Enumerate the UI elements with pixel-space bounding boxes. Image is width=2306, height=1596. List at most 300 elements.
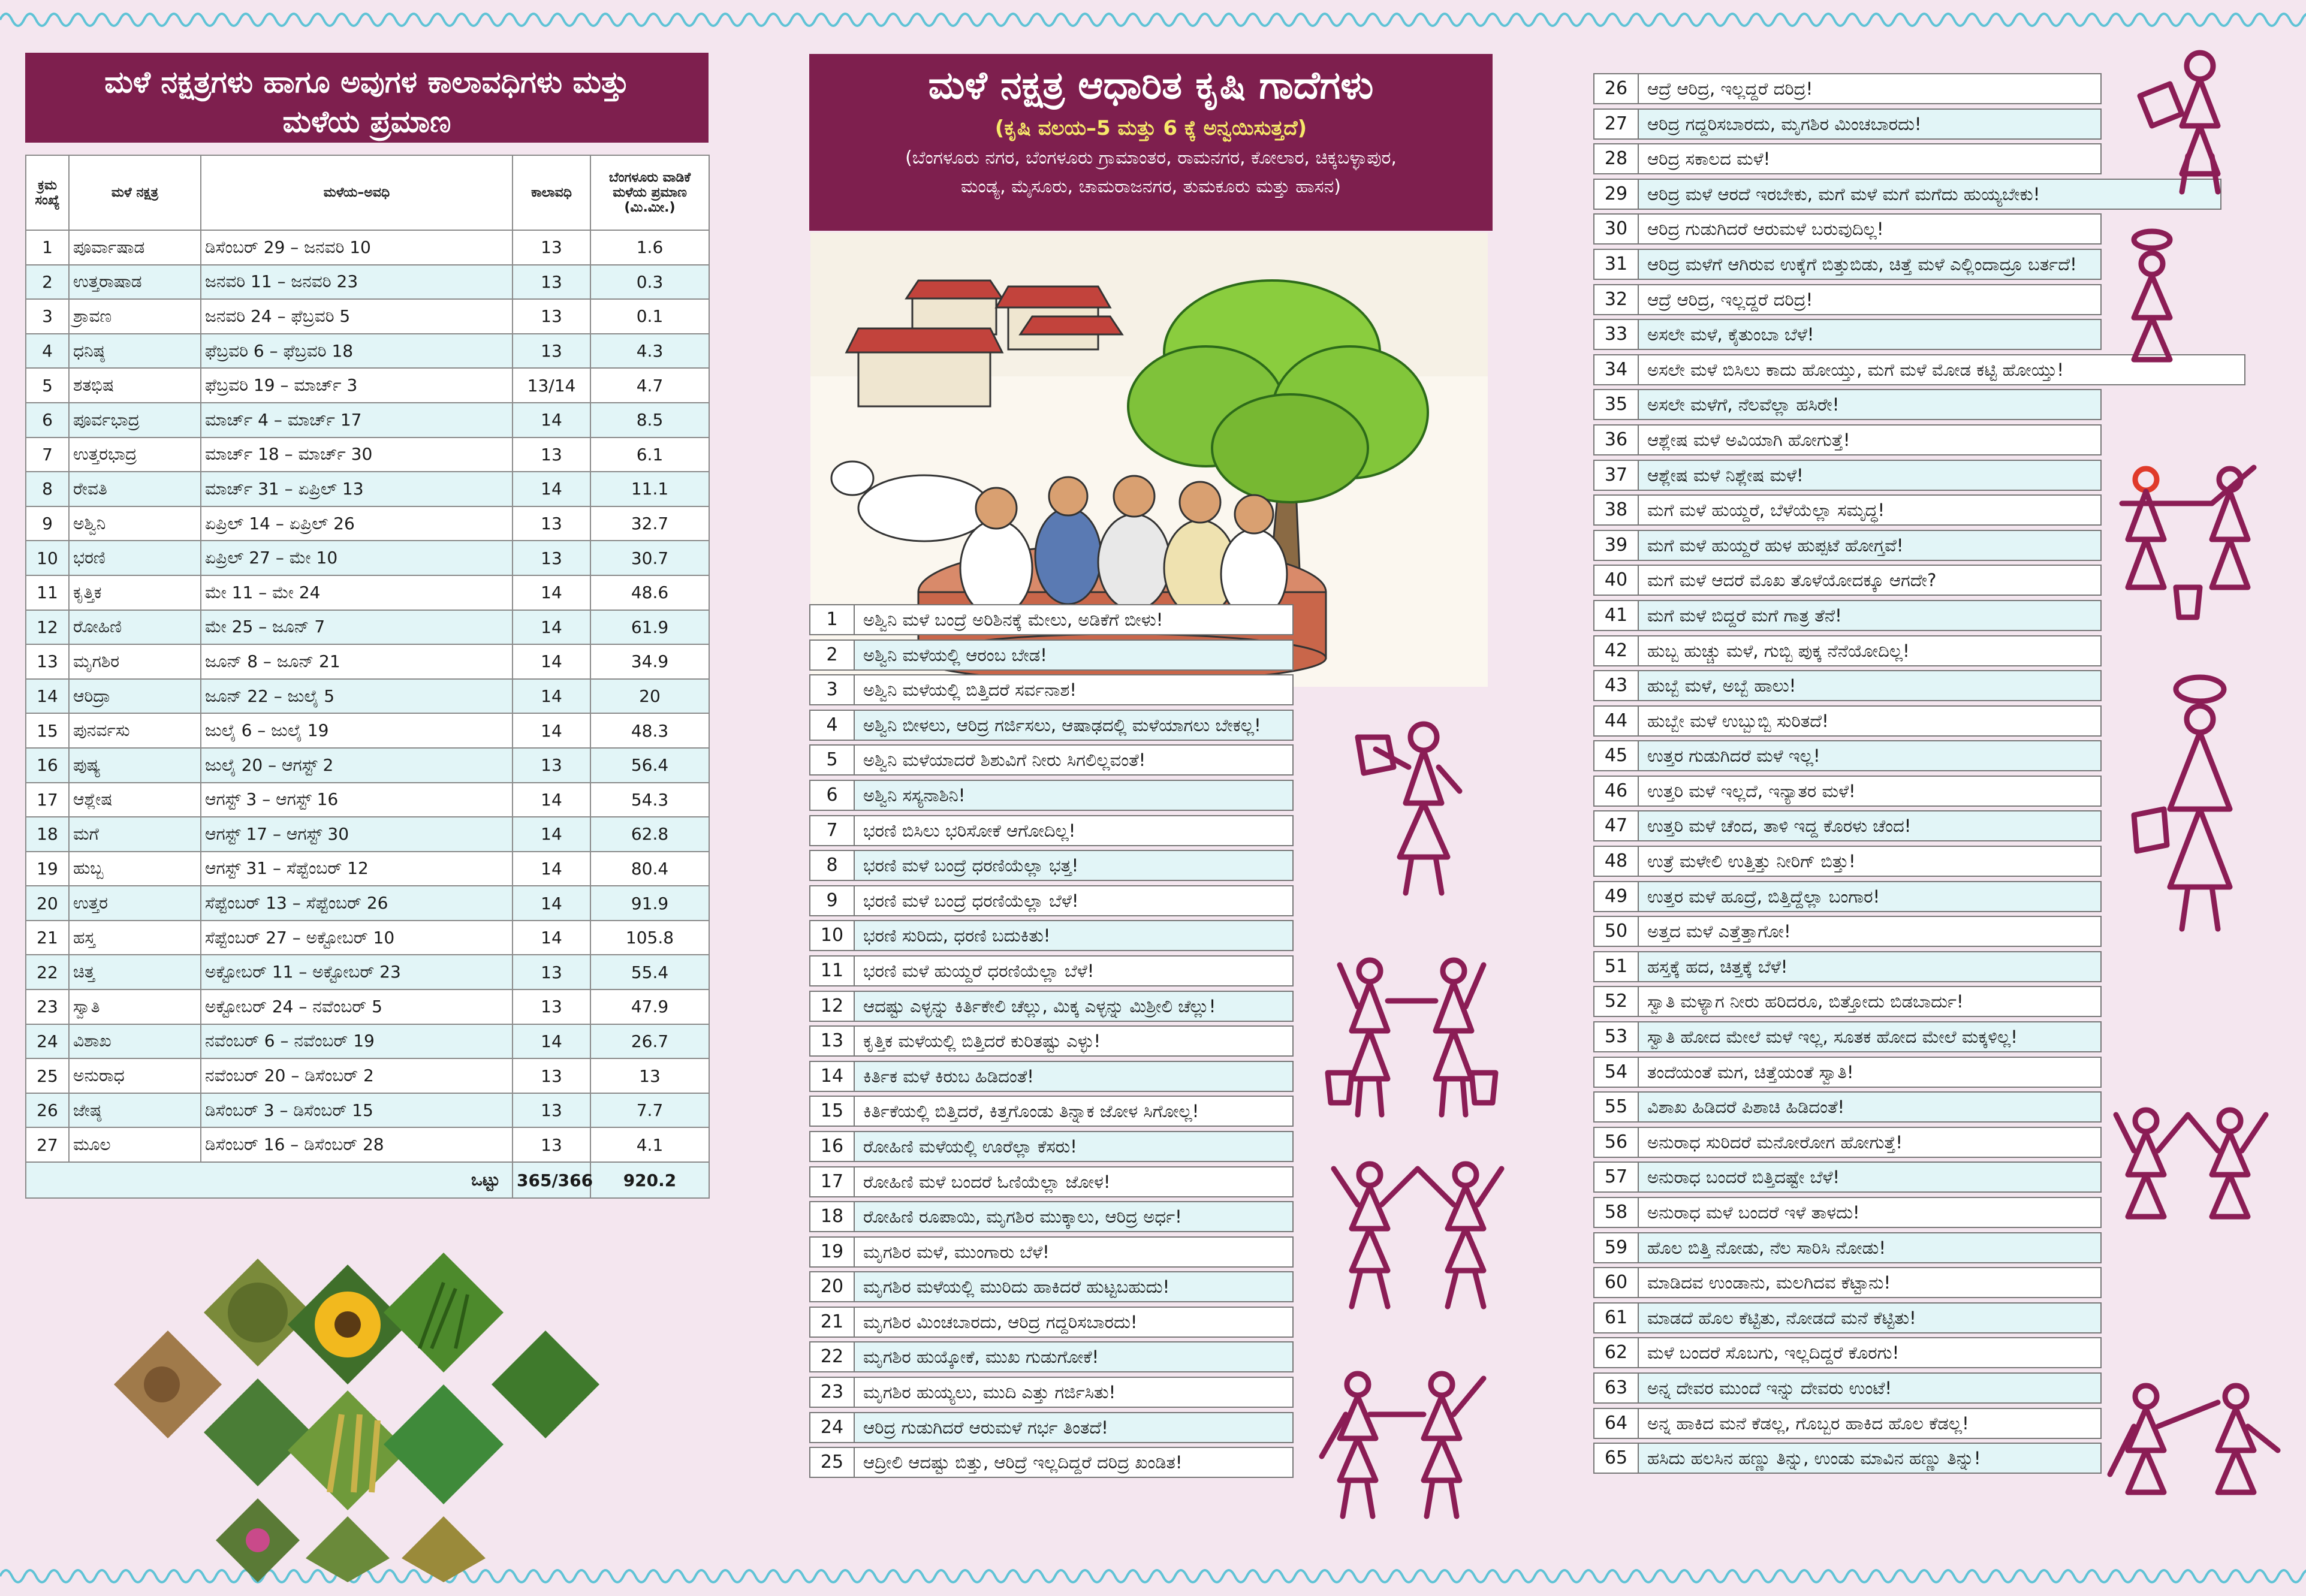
warli-couple-icon	[1328, 960, 1496, 1115]
proverb-number: 40	[1593, 565, 1639, 596]
row-star: ಮೂಲ	[69, 1127, 201, 1162]
warli-woman-icon	[1358, 724, 1460, 893]
table-row	[26, 438, 709, 472]
crop-photo-sunflower	[288, 1265, 408, 1384]
proverb-text: ಅನ್ನ ದೇವರ ಮುಂದೆ ಇನ್ನು ದೇವರು ಉಂಟೆ!	[1639, 1372, 2102, 1404]
proverb-text: ಆರಿದ್ರ ಸಕಾಲದ ಮಳೆ!	[1639, 143, 2102, 174]
proverb-number: 47	[1593, 810, 1639, 841]
row-star: ಶತಭಿಷ	[69, 368, 201, 403]
row-serial: 20	[26, 886, 69, 921]
warli-farmers-icon	[1322, 1374, 1484, 1516]
proverb-text: ಅನುರಾಧ ಸುರಿದರೆ ಮನೋರೋಗ ಹೋಗುತ್ತೆ!	[1639, 1127, 2102, 1158]
crop-photo-sugarcane	[384, 1384, 504, 1504]
proverbs-title: ಮಳೆ ನಕ್ಷತ್ರ ಆಧಾರಿತ ಕೃಷಿ ಗಾದೆಗಳು	[928, 64, 1374, 108]
row-period: ಸೆಪ್ಟೆಂಬರ್ 27 – ಅಕ್ಟೋಬರ್ 10	[201, 921, 513, 955]
row-serial: 11	[26, 575, 69, 610]
row-serial: 23	[26, 989, 69, 1024]
proverb-number: 7	[809, 815, 855, 846]
proverb-item	[809, 955, 1349, 991]
row-duration: 14	[513, 852, 590, 886]
row-period: ಸೆಪ್ಟೆಂಬರ್ 13 – ಸೆಪ್ಟೆಂಬರ್ 26	[201, 886, 513, 921]
proverb-text: ಅಸಲೇ ಮಳೆ ಬಿಸಿಲು ಕಾದು ಹೋಯ್ತು, ಮಗೆ ಮಳೆ ಮೋಡ ಕಟ್ಟಿ ಹೋಯ್ತು!	[1639, 354, 2245, 385]
header-serial: ಕ್ರಮ ಸಂಖ್ಯೆ	[26, 155, 69, 230]
row-rainfall: 56.4	[590, 748, 709, 783]
proverb-text: ಆರಿದ್ರ ಗುಡುಗಿದರೆ ಆರುಮಳೆ ಗರ್ಭ ತಿಂತದೆ!	[855, 1412, 1294, 1443]
proverb-text: ಹುಬ್ಬ ಹುಚ್ಚು ಮಳೆ, ಗುಬ್ಬಿ ಪುಕ್ಕ ನೆನೆಯೋದಿಲ್ಲ!	[1639, 635, 2102, 666]
row-star: ಉತ್ತರಭಾದ್ರ	[69, 438, 201, 472]
proverb-text: ಅಶ್ವಿನಿ ಮಳೆಯಾದರೆ ಶಿಶುವಿಗೆ ನೀರು ಸಿಗಲಿಲ್ಲವಂತೆ!	[855, 744, 1294, 776]
row-duration: 13	[513, 1093, 590, 1128]
rain-stars-table-title	[25, 53, 709, 143]
warli-figures-right	[2098, 42, 2302, 1564]
proverb-number: 27	[1593, 108, 1639, 140]
proverb-number: 64	[1593, 1408, 1639, 1439]
table-row	[26, 506, 709, 541]
warli-workers-icon	[2110, 1386, 2278, 1492]
table-row	[26, 334, 709, 369]
row-period: ಆಗಸ್ಟ್ 3 – ಆಗಸ್ಟ್ 16	[201, 783, 513, 817]
proverb-number: 56	[1593, 1127, 1639, 1158]
row-serial: 2	[26, 265, 69, 300]
table-row	[26, 610, 709, 645]
proverb-text: ಅನುರಾಧ ಮಳೆ ಬಂದರೆ ಇಳೆ ತಾಳದು!	[1639, 1197, 2102, 1228]
row-rainfall: 34.9	[590, 644, 709, 679]
row-duration: 14	[513, 783, 590, 817]
proverb-number: 54	[1593, 1057, 1639, 1088]
table-row	[26, 541, 709, 575]
proverb-text: ಉತ್ತರ ಮಳೆ ಹೂದ್ರೆ, ಬಿತ್ತಿದ್ದೆಲ್ಲಾ ಬಂಗಾರ!	[1639, 881, 2102, 912]
row-period: ಜೂನ್ 22 – ಜುಲೈ 5	[201, 679, 513, 714]
proverb-number: 62	[1593, 1337, 1639, 1368]
row-serial: 15	[26, 713, 69, 748]
row-rainfall: 105.8	[590, 921, 709, 955]
table-row	[26, 265, 709, 300]
table-row	[26, 575, 709, 610]
proverb-number: 55	[1593, 1091, 1639, 1123]
row-serial: 17	[26, 783, 69, 817]
row-duration: 13	[513, 334, 590, 369]
row-period: ಜೂನ್ 8 – ಜೂನ್ 21	[201, 644, 513, 679]
row-duration: 14	[513, 713, 590, 748]
proverb-item	[809, 1166, 1349, 1202]
proverb-item	[809, 1096, 1349, 1131]
proverb-number: 21	[809, 1307, 855, 1338]
proverb-number: 48	[1593, 846, 1639, 877]
table-row	[26, 783, 709, 817]
proverb-text: ಹಸ್ತಕ್ಕೆ ಹದ, ಚಿತ್ತಕ್ಕೆ ಬೆಳೆ!	[1639, 951, 2102, 982]
row-star: ಶ್ರಾವಣ	[69, 299, 201, 334]
row-period: ಜನವರಿ 11 – ಜನವರಿ 23	[201, 265, 513, 300]
top-wave-border	[0, 5, 2306, 35]
proverbs-title-box	[809, 54, 1493, 231]
proverb-text: ಹುಬ್ಬೇ ಮಳೆ ಉಬ್ಬುಬ್ಬಿ ಸುರಿತದೆ!	[1639, 705, 2102, 737]
warli-figures-middle	[1304, 713, 1556, 1540]
row-rainfall: 26.7	[590, 1024, 709, 1059]
row-period: ಮೇ 25 – ಜೂನ್ 7	[201, 610, 513, 645]
proverb-number: 38	[1593, 494, 1639, 526]
proverb-number: 11	[809, 955, 855, 986]
header-period: ಮಳೆಯ–ಅವಧಿ	[201, 155, 513, 230]
proverb-text: ವಿಶಾಖ ಹಿಡಿದರೆ ಪಿಶಾಚಿ ಹಿಡಿದಂತೆ!	[1639, 1091, 2102, 1123]
header-star: ಮಳೆ ನಕ್ಷತ್ರ	[69, 155, 201, 230]
proverb-number: 3	[809, 674, 855, 705]
row-period: ಮಾರ್ಚ್ 31 – ಏಪ್ರಿಲ್ 13	[201, 472, 513, 506]
row-rainfall: 91.9	[590, 886, 709, 921]
proverb-item	[809, 815, 1349, 850]
row-period: ಆಗಸ್ಟ್ 31 – ಸೆಪ್ಟೆಂಬರ್ 12	[201, 852, 513, 886]
proverb-number: 34	[1593, 354, 1639, 385]
row-star: ಹುಬ್ಬ	[69, 852, 201, 886]
proverb-text: ಕಿರ್ತಿಕ ಮಳೆ ಕಿರುಬ ಹಿಡಿದಂತೆ!	[855, 1061, 1294, 1092]
row-rainfall: 30.7	[590, 541, 709, 575]
proverb-text: ಆದ್ರೀಲಿ ಆದಷ್ಟು ಬಿತ್ತು, ಆರಿದ್ರೆ ಇಲ್ಲದಿದ್ದರೆ ದರಿದ್ರ ಖಂಡಿತ!	[855, 1447, 1294, 1478]
proverb-text: ಮೃಗಶಿರ ಮಳೆ, ಮುಂಗಾರು ಬೆಳೆ!	[855, 1236, 1294, 1268]
crop-photo-millet	[204, 1259, 312, 1366]
table-row	[26, 1024, 709, 1059]
row-duration: 14	[513, 817, 590, 852]
row-star: ಪುನರ್ವಸು	[69, 713, 201, 748]
proverb-text: ಆಶ್ಲೇಷ ಮಳೆ ನಿಶ್ಲೇಷ ಮಳೆ!	[1639, 460, 2102, 491]
total-label: ಒಟ್ಟು	[26, 1162, 513, 1198]
proverb-number: 18	[809, 1201, 855, 1232]
proverb-item	[809, 1131, 1349, 1166]
row-star: ಉತ್ತರ	[69, 886, 201, 921]
row-star: ಹಸ್ತ	[69, 921, 201, 955]
proverbs-districts-line1: (ಬೆಂಗಳೂರು ನಗರ, ಬೆಂಗಳೂರು ಗ್ರಾಮಾಂತರ, ರಾಮನಗರ, ಕೋಲಾರ, ಚಿಕ್ಕಬಳ್ಳಾಪುರ,	[905, 147, 1397, 168]
proverb-text: ಆರಿದ್ರ ಮಳೆಗೆ ಆಗಿರುವ ಉಕ್ಕೆಗೆ ಬಿತ್ತುಬಿಡು, ಚಿತ್ತೆ ಮಳೆ ಎಲ್ಲಿಂದಾದ್ರೂ ಬರ್ತದೆ!	[1639, 249, 2102, 280]
proverb-text: ಉತ್ರೆ ಮಳೇಲಿ ಉತ್ತಿತ್ತು ನೀರಿಗ್ ಬಿತ್ತು!	[1639, 846, 2102, 877]
row-serial: 16	[26, 748, 69, 783]
table-body	[26, 230, 709, 1162]
rain-stars-title-line2: ಮಳೆಯ ಪ್ರಮಾಣ	[282, 104, 451, 139]
header-duration: ಕಾಲಾವಧಿ	[513, 155, 590, 230]
proverb-item	[809, 639, 1349, 675]
row-period: ಆಗಸ್ಟ್ 17 – ಆಗಸ್ಟ್ 30	[201, 817, 513, 852]
proverb-text: ಅಶ್ವಿನಿ ಮಳೆಯಲ್ಲಿ ಬಿತ್ತಿದರೆ ಸರ್ವನಾಶ!	[855, 674, 1294, 705]
row-period: ಮೇ 11 – ಮೇ 24	[201, 575, 513, 610]
proverb-number: 28	[1593, 143, 1639, 174]
row-serial: 26	[26, 1093, 69, 1128]
proverb-number: 35	[1593, 389, 1639, 420]
row-serial: 8	[26, 472, 69, 506]
row-duration: 13	[513, 1127, 590, 1162]
proverb-text: ಆರಿದ್ರ ಮಳೆ ಆರದೆ ಇರಬೇಕು, ಮಗೆ ಮಳೆ ಮಗೆ ಮಗೆದು ಹುಯ್ಯಬೇಕು!	[1639, 179, 2221, 210]
row-period: ಏಪ್ರಿಲ್ 14 – ಏಪ್ರಿಲ್ 26	[201, 506, 513, 541]
row-period: ಮಾರ್ಚ್ 18 – ಮಾರ್ಚ್ 30	[201, 438, 513, 472]
crop-photo-ragi	[402, 1516, 486, 1582]
row-star: ವಿಶಾಖ	[69, 1024, 201, 1059]
row-rainfall: 4.7	[590, 368, 709, 403]
total-rainfall: 920.2	[590, 1162, 709, 1198]
proverb-number: 14	[809, 1061, 855, 1092]
proverb-text: ಅಶ್ವಿನಿ ಮಳೆಯಲ್ಲಿ ಆರಂಬ ಬೇಡ!	[855, 639, 1294, 671]
proverb-number: 42	[1593, 635, 1639, 666]
proverb-text: ಭರಣಿ ಮಳೆ ಹುಯ್ದರೆ ಧರಣಿಯೆಲ್ಲಾ ಬೆಳೆ!	[855, 955, 1294, 986]
row-period: ಮಾರ್ಚ್ 4 – ಮಾರ್ಚ್ 17	[201, 403, 513, 438]
proverb-number: 29	[1593, 179, 1639, 210]
proverb-text: ಮೃಗಶಿರ ಮಳೆಯಲ್ಲಿ ಮುರಿದು ಹಾಕಿದರೆ ಹುಟ್ಟಬಹುದು!	[855, 1271, 1294, 1302]
proverb-number: 50	[1593, 916, 1639, 947]
proverb-number: 8	[809, 850, 855, 881]
row-serial: 12	[26, 610, 69, 645]
proverb-item	[809, 1025, 1349, 1061]
proverb-text: ಅತ್ತದ ಮಳೆ ಎತ್ತೆತ್ತಾಗೋ!	[1639, 916, 2102, 947]
proverb-number: 13	[809, 1025, 855, 1057]
row-duration: 13/14	[513, 368, 590, 403]
row-serial: 24	[26, 1024, 69, 1059]
proverb-text: ಉತ್ತರ ಗುಡುಗಿದರೆ ಮಳೆ ಇಲ್ಲ!	[1639, 740, 2102, 771]
row-duration: 14	[513, 679, 590, 714]
proverb-text: ಆರಿದ್ರ ಗದ್ದರಿಸಬಾರದು, ಮೃಗಶಿರ ಮಿಂಚಬಾರದು!	[1639, 108, 2102, 140]
proverb-text: ಭರಣಿ ಮಳೆ ಬಂದ್ರೆ ಧರಣಿಯೆಲ್ಲಾ ಬೆಳೆ!	[855, 885, 1294, 916]
proverb-text: ಆದ್ರೆ ಆರಿದ್ರ, ಇಲ್ಲದ್ದರೆ ದರಿದ್ರ!	[1639, 73, 2102, 104]
proverb-item	[809, 674, 1349, 710]
table-row	[26, 748, 709, 783]
row-rainfall: 13	[590, 1058, 709, 1093]
table-row	[26, 886, 709, 921]
proverb-number: 16	[809, 1131, 855, 1162]
row-period: ಡಿಸೆಂಬರ್ 16 – ಡಿಸೆಂಬರ್ 28	[201, 1127, 513, 1162]
proverb-number: 33	[1593, 319, 1639, 350]
proverb-number: 59	[1593, 1232, 1639, 1263]
proverb-text: ಸ್ವಾತಿ ಮಳ್ಯಾಗ ನೀರು ಹರಿದರೂ, ಬಿತ್ತೋದು ಬಿಡಬಾರ್ದು!	[1639, 986, 2102, 1017]
proverb-text: ಮೃಗಶಿರ ಮಿಂಚಬಾರದು, ಆರಿದ್ರ ಗದ್ದರಿಸಬಾರದು!	[855, 1307, 1294, 1338]
proverb-number: 61	[1593, 1302, 1639, 1333]
row-duration: 13	[513, 748, 590, 783]
proverb-text: ಉತ್ತರಿ ಮಳೆ ಚೆಂದ, ತಾಳಿ ಇದ್ದ ಕೊರಳು ಚೆಂದ!	[1639, 810, 2102, 841]
proverb-text: ಹೊಲ ಬಿತ್ತಿ ನೋಡು, ನೆಲ ಸಾರಿಸಿ ನೋಡು!	[1639, 1232, 2102, 1263]
proverb-text: ಅಶ್ವಿನಿ ಸಸ್ಯನಾಶಿನಿ!	[855, 780, 1294, 811]
table-row	[26, 644, 709, 679]
proverb-text: ಹುಬ್ಬೆ ಮಳೆ, ಅಬ್ಬೆ ಹಾಲು!	[1639, 670, 2102, 701]
proverb-text: ಕಿರ್ತಿಕೆಯಲ್ಲಿ ಬಿತ್ತಿದರೆ, ಕಿತ್ತಗೊಂಡು ತಿನ್ನಾಕ ಜೋಳ ಸಿಗೋಲ್ಲ!	[855, 1096, 1294, 1127]
proverb-item	[809, 1236, 1349, 1272]
table-row	[26, 1127, 709, 1162]
table-row	[26, 403, 709, 438]
row-serial: 3	[26, 299, 69, 334]
row-rainfall: 7.7	[590, 1093, 709, 1128]
row-rainfall: 32.7	[590, 506, 709, 541]
row-rainfall: 6.1	[590, 438, 709, 472]
crop-photo-groundnut	[492, 1330, 599, 1438]
proverb-number: 60	[1593, 1267, 1639, 1298]
row-serial: 1	[26, 230, 69, 265]
proverb-text: ಹಸಿದು ಹಲಸಿನ ಹಣ್ಣು ತಿನ್ನು, ಉಂಡು ಮಾವಿನ ಹಣ್ಣು ತಿನ್ನು!	[1639, 1443, 2102, 1474]
row-serial: 5	[26, 368, 69, 403]
proverb-text: ಮಾಡಿದವ ಉಂಡಾನು, ಮಲಗಿದವ ಕೆಟ್ಟಾನು!	[1639, 1267, 2102, 1298]
proverb-item	[809, 991, 1349, 1026]
proverb-number: 44	[1593, 705, 1639, 737]
proverb-number: 53	[1593, 1021, 1639, 1052]
proverb-item	[809, 1061, 1349, 1096]
proverb-number: 43	[1593, 670, 1639, 701]
row-duration: 14	[513, 886, 590, 921]
proverb-text: ಅಸಲೇ ಮಳೆ, ಕೈತುಂಬಾ ಬೆಳೆ!	[1639, 319, 2102, 350]
proverb-number: 1	[809, 604, 855, 635]
row-serial: 14	[26, 679, 69, 714]
proverb-number: 10	[809, 920, 855, 951]
row-star: ಸ್ವಾತಿ	[69, 989, 201, 1024]
row-period: ನವೆಂಬರ್ 6 – ನವೆಂಬರ್ 19	[201, 1024, 513, 1059]
table-row	[26, 713, 709, 748]
row-period: ಜುಲೈ 20 – ಆಗಸ್ಟ್ 2	[201, 748, 513, 783]
proverb-text: ಉತ್ತರಿ ಮಳೆ ಇಲ್ಲದೆ, ಇನ್ಯಾತರ ಮಳೆ!	[1639, 776, 2102, 807]
row-rainfall: 1.6	[590, 230, 709, 265]
proverbs-districts-line2: ಮಂಡ್ಯ, ಮೈಸೂರು, ಚಾಮರಾಜನಗರ, ತುಮಕೂರು ಮತ್ತು ಹಾಸನ)	[961, 176, 1341, 197]
proverb-text: ಮಗೆ ಮಳೆ ಆದರೆ ಮೊಖ ತೊಳೆಯೋದಕ್ಕೂ ಆಗದೇ?	[1639, 565, 2102, 596]
row-duration: 14	[513, 403, 590, 438]
crops-photo-collage	[60, 1247, 635, 1582]
proverb-number: 52	[1593, 986, 1639, 1017]
row-star: ಆರಿದ್ರಾ	[69, 679, 201, 714]
proverb-item	[809, 780, 1349, 815]
proverb-number: 22	[809, 1341, 855, 1372]
row-duration: 14	[513, 472, 590, 506]
row-period: ಡಿಸೆಂಬರ್ 29 – ಜನವರಿ 10	[201, 230, 513, 265]
proverb-number: 9	[809, 885, 855, 916]
row-star: ಪೂರ್ವಭಾದ್ರ	[69, 403, 201, 438]
proverb-text: ಭರಣಿ ಸುರಿದು, ಧರಣಿ ಬದುಕಿತು!	[855, 920, 1294, 951]
table-row	[26, 1058, 709, 1093]
table-row	[26, 955, 709, 989]
proverb-number: 2	[809, 639, 855, 671]
proverb-number: 41	[1593, 600, 1639, 631]
proverb-number: 37	[1593, 460, 1639, 491]
row-duration: 13	[513, 506, 590, 541]
table-row	[26, 852, 709, 886]
table-row	[26, 989, 709, 1024]
proverb-text: ಸ್ವಾತಿ ಹೋದ ಮೇಲೆ ಮಳೆ ಇಲ್ಲ, ಸೂತಕ ಹೋದ ಮೇಲೆ ಮಕ್ಕಳಿಲ್ಲ!	[1639, 1021, 2102, 1052]
proverb-text: ಅಶ್ವಿನಿ ಮಳೆ ಬಂದ್ರೆ ಅರಿಶಿನಕ್ಕೆ ಮೇಲು, ಅಡಿಕೆಗೆ ಬೀಳು!	[855, 604, 1294, 635]
row-star: ಮಗೆ	[69, 817, 201, 852]
row-period: ಅಕ್ಟೋಬರ್ 11 – ಅಕ್ಟೋಬರ್ 23	[201, 955, 513, 989]
proverb-number: 32	[1593, 284, 1639, 315]
header-rainfall: ಬೆಂಗಳೂರು ವಾಡಿಕೆ ಮಳೆಯ ಪ್ರಮಾಣ (ಮಿ.ಮೀ.)	[590, 155, 709, 230]
proverb-number: 5	[809, 744, 855, 776]
proverb-number: 46	[1593, 776, 1639, 807]
row-duration: 13	[513, 438, 590, 472]
proverb-number: 6	[809, 780, 855, 811]
row-duration: 13	[513, 299, 590, 334]
proverb-number: 39	[1593, 530, 1639, 561]
proverb-text: ಮೃಗಶಿರ ಹುಯ್ಕೋಕೆ, ಮುಖ ಗುಡುಗೋಕೆ!	[855, 1341, 1294, 1372]
table-row	[26, 299, 709, 334]
proverb-text: ಮಳೆ ಬಂದರೆ ಸೊಬಗು, ಇಲ್ಲದಿದ್ದರೆ ಕೊರಗು!	[1639, 1337, 2102, 1368]
row-serial: 19	[26, 852, 69, 886]
proverb-item	[809, 850, 1349, 885]
row-rainfall: 48.3	[590, 713, 709, 748]
proverb-number: 51	[1593, 951, 1639, 982]
rain-stars-title-line1: ಮಳೆ ನಕ್ಷತ್ರಗಳು ಹಾಗೂ ಅವುಗಳ ಕಾಲಾವಧಿಗಳು ಮತ್ತು	[104, 65, 629, 99]
row-star: ಮೃಗಶಿರ	[69, 644, 201, 679]
row-rainfall: 0.1	[590, 299, 709, 334]
table-row	[26, 368, 709, 403]
proverb-item	[809, 744, 1349, 780]
row-rainfall: 4.3	[590, 334, 709, 369]
proverb-number: 26	[1593, 73, 1639, 104]
proverbs-zone-subtitle: (ಕೃಷಿ ವಲಯ–5 ಮತ್ತು 6 ಕ್ಕೆ ಅನ್ವಯಿಸುತ್ತದೆ)	[994, 116, 1307, 140]
row-rainfall: 62.8	[590, 817, 709, 852]
proverb-text: ಆರಿದ್ರ ಗುಡುಗಿದರೆ ಆರುಮಳೆ ಬರುವುದಿಲ್ಲ!	[1639, 213, 2102, 245]
row-period: ನವೆಂಬರ್ 20 – ಡಿಸೆಂಬರ್ 2	[201, 1058, 513, 1093]
row-period: ಡಿಸೆಂಬರ್ 3 – ಡಿಸೆಂಬರ್ 15	[201, 1093, 513, 1128]
row-star: ಪೂರ್ವಾಷಾಡ	[69, 230, 201, 265]
row-period: ಏಪ್ರಿಲ್ 27 – ಮೇ 10	[201, 541, 513, 575]
proverb-text: ಆದ್ರೆ ಆರಿದ್ರ, ಇಲ್ಲದ್ದರೆ ದರಿದ್ರ!	[1639, 284, 2102, 315]
row-rainfall: 61.9	[590, 610, 709, 645]
row-star: ಕೃತ್ತಿಕ	[69, 575, 201, 610]
proverb-item	[809, 1271, 1349, 1307]
rain-stars-table	[25, 155, 710, 1199]
proverb-text: ಮಗೆ ಮಳೆ ಬಿದ್ದರೆ ಮಗೆ ಗಾತ್ರ ತೆನೆ!	[1639, 600, 2102, 631]
row-rainfall: 54.3	[590, 783, 709, 817]
row-rainfall: 8.5	[590, 403, 709, 438]
row-period: ಜುಲೈ 6 – ಜುಲೈ 19	[201, 713, 513, 748]
row-rainfall: 20	[590, 679, 709, 714]
row-serial: 21	[26, 921, 69, 955]
row-star: ಜೇಷ್ಠ	[69, 1093, 201, 1128]
proverb-number: 17	[809, 1166, 855, 1197]
row-rainfall: 48.6	[590, 575, 709, 610]
proverb-text: ತಂದೆಯಂತೆ ಮಗ, ಚಿತ್ತೆಯಂತೆ ಸ್ವಾತಿ!	[1639, 1057, 2102, 1088]
proverb-text: ಮಗೆ ಮಳೆ ಹುಯ್ದರೆ ಹುಳ ಹುಪ್ಪಟೆ ಹೋಗ್ತವೆ!	[1639, 530, 2102, 561]
warli-woman-pot-icon-2	[2134, 231, 2170, 360]
proverb-number: 36	[1593, 424, 1639, 455]
table-row	[26, 472, 709, 506]
proverb-number: 57	[1593, 1161, 1639, 1193]
row-duration: 14	[513, 1024, 590, 1059]
row-serial: 4	[26, 334, 69, 369]
proverb-number: 30	[1593, 213, 1639, 245]
table-header-row	[26, 155, 709, 230]
row-duration: 13	[513, 1058, 590, 1093]
table-row	[26, 1093, 709, 1128]
table-row	[26, 230, 709, 265]
proverb-text: ಆಶ್ಲೇಷ ಮಳೆ ಅವಿಯಾಗಿ ಹೋಗುತ್ತೆ!	[1639, 424, 2102, 455]
row-duration: 13	[513, 541, 590, 575]
proverb-text: ಭರಣಿ ಮಳೆ ಬಂದ್ರೆ ಧರಣಿಯೆಲ್ಲಾ ಭತ್ತ!	[855, 850, 1294, 881]
proverb-item	[809, 1341, 1349, 1377]
row-duration: 13	[513, 955, 590, 989]
crop-photo-leaves	[204, 1378, 312, 1486]
crop-photo-paddy	[384, 1253, 504, 1372]
proverb-text: ಆದಷ್ಟು ಎಳ್ಳನ್ನು ಕಿರ್ತಿಕೇಲಿ ಚೆಲ್ಲು, ಮಿಕ್ಕ ಎಳ್ಳನ್ನು ಮಿಶ್ರೀಲಿ ಚೆಲ್ಲು!	[855, 991, 1294, 1022]
proverb-text: ಮಗೆ ಮಳೆ ಹುಯ್ದರೆ, ಬೆಳೆಯೆಲ್ಲಾ ಸಮೃದ್ಧ!	[1639, 494, 2102, 526]
proverb-item	[809, 1377, 1349, 1412]
proverb-number: 24	[809, 1412, 855, 1443]
proverb-item	[809, 885, 1349, 921]
row-duration: 14	[513, 575, 590, 610]
row-rainfall: 80.4	[590, 852, 709, 886]
crop-photo-pulse	[114, 1330, 222, 1438]
proverb-item	[809, 1307, 1349, 1342]
row-rainfall: 11.1	[590, 472, 709, 506]
row-period: ಫೆಬ್ರವರಿ 6 – ಫೆಬ್ರವರಿ 18	[201, 334, 513, 369]
proverb-number: 20	[809, 1271, 855, 1302]
row-star: ಅಶ್ವಿನಿ	[69, 506, 201, 541]
row-serial: 18	[26, 817, 69, 852]
proverb-text: ಅಸಲೇ ಮಳೆಗೆ, ನೆಲವೆಲ್ಲಾ ಹಸಿರೇ!	[1639, 389, 2102, 420]
proverb-number: 58	[1593, 1197, 1639, 1228]
row-serial: 22	[26, 955, 69, 989]
proverb-number: 65	[1593, 1443, 1639, 1474]
row-serial: 10	[26, 541, 69, 575]
row-star: ಪುಷ್ಯ	[69, 748, 201, 783]
row-star: ಚಿತ್ತ	[69, 955, 201, 989]
proverb-number: 19	[809, 1236, 855, 1268]
row-duration: 13	[513, 265, 590, 300]
row-serial: 7	[26, 438, 69, 472]
